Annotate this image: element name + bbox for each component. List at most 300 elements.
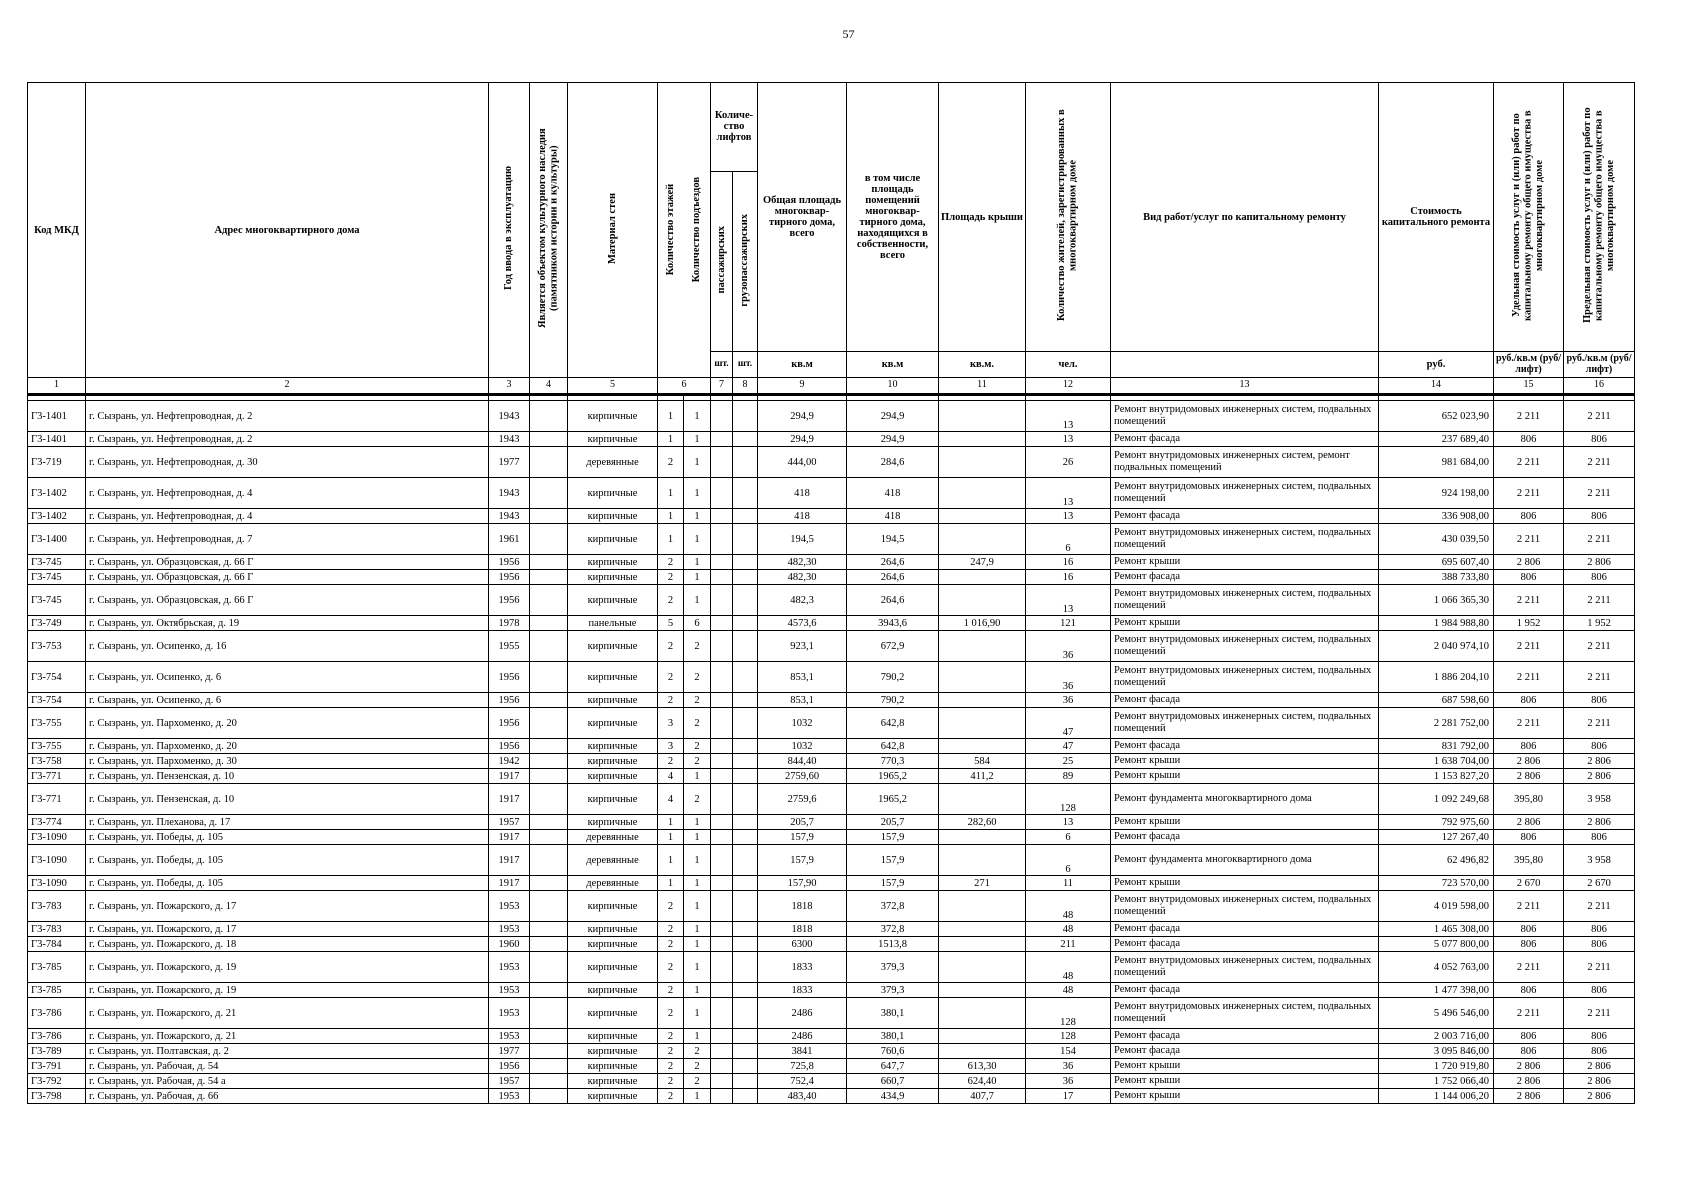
heritage-cell — [530, 891, 568, 922]
limit-cost-cell: 806 — [1564, 830, 1635, 845]
unit-cost-cell: 2 211 — [1494, 998, 1564, 1029]
entrances-cell: 1 — [684, 1029, 711, 1044]
lifts-passenger-cell — [711, 845, 733, 876]
year-cell: 1917 — [489, 830, 530, 845]
kod-cell: Г3-749 — [28, 616, 86, 631]
floors-cell: 1 — [658, 401, 684, 432]
limit-cost-cell: 2 211 — [1564, 478, 1635, 509]
floors-cell: 2 — [658, 754, 684, 769]
entrances-cell: 1 — [684, 1089, 711, 1104]
owned-area-cell: 294,9 — [847, 401, 939, 432]
total-area-cell: 205,7 — [758, 815, 847, 830]
residents-cell: 6 — [1026, 845, 1111, 876]
roof-area-cell — [939, 524, 1026, 555]
material-cell: кирпичные — [568, 570, 658, 585]
residents-cell: 48 — [1026, 891, 1111, 922]
address-cell: г. Сызрань, ул. Рабочая, д. 54 — [86, 1059, 489, 1074]
column-number: 4 — [530, 378, 568, 395]
unit-cost-cell: 2 211 — [1494, 478, 1564, 509]
work-cell: Ремонт фасада — [1111, 1044, 1379, 1059]
roof-area-cell: 271 — [939, 876, 1026, 891]
work-cell: Ремонт внутридомовых инженерных систем, подвальных помещений — [1111, 891, 1379, 922]
address-cell: г. Сызрань, ул. Образцовская, д. 66 Г — [86, 570, 489, 585]
material-cell: кирпичные — [568, 784, 658, 815]
total-area-cell: 923,1 — [758, 631, 847, 662]
owned-area-cell: 1965,2 — [847, 769, 939, 784]
kod-cell: Г3-783 — [28, 891, 86, 922]
lifts-cargo-cell — [733, 1044, 758, 1059]
lifts-cargo-cell — [733, 922, 758, 937]
material-cell: кирпичные — [568, 432, 658, 447]
owned-area-cell: 157,9 — [847, 845, 939, 876]
heritage-cell — [530, 754, 568, 769]
address-cell: г. Сызрань, ул. Пожарского, д. 21 — [86, 998, 489, 1029]
roof-area-cell — [939, 432, 1026, 447]
residents-cell: 26 — [1026, 447, 1111, 478]
header-unit-cost: Удельная стоимость услуг и (или) работ по капитальному ремонту общего имущества в многоквартирном доме — [1494, 83, 1564, 352]
year-cell: 1943 — [489, 401, 530, 432]
entrances-cell: 2 — [684, 784, 711, 815]
cost-cell: 695 607,40 — [1379, 555, 1494, 570]
limit-cost-cell: 2 211 — [1564, 524, 1635, 555]
work-cell: Ремонт внутридомовых инженерных систем, подвальных помещений — [1111, 585, 1379, 616]
table-row — [28, 662, 1635, 693]
entrances-cell: 1 — [684, 570, 711, 585]
header-owned-area: в том числе площадь помещений многоквар-тирного дома, находящихся в собственности, всего — [847, 83, 939, 352]
work-cell: Ремонт фасада — [1111, 830, 1379, 845]
total-area-cell: 294,9 — [758, 432, 847, 447]
year-cell: 1960 — [489, 937, 530, 952]
limit-cost-cell: 806 — [1564, 983, 1635, 998]
owned-area-cell: 790,2 — [847, 693, 939, 708]
kod-cell: Г3-745 — [28, 585, 86, 616]
table-row — [28, 478, 1635, 509]
floors-cell: 1 — [658, 509, 684, 524]
unit-cost-cell: 806 — [1494, 1044, 1564, 1059]
work-cell: Ремонт фасада — [1111, 570, 1379, 585]
lifts-cargo-cell — [733, 662, 758, 693]
header-lifts-passenger: пассажирских — [711, 171, 733, 351]
kod-cell: Г3-1090 — [28, 845, 86, 876]
unit-cost-cell: 2 211 — [1494, 585, 1564, 616]
work-cell: Ремонт внутридомовых инженерных систем, ремонт подвальных помещений — [1111, 447, 1379, 478]
residents-cell: 48 — [1026, 922, 1111, 937]
roof-area-cell — [939, 662, 1026, 693]
kod-cell: Г3-1400 — [28, 524, 86, 555]
heritage-cell — [530, 998, 568, 1029]
lifts-passenger-cell — [711, 447, 733, 478]
roof-area-cell — [939, 509, 1026, 524]
page-number: 57 — [842, 27, 855, 41]
limit-cost-cell: 1 952 — [1564, 616, 1635, 631]
floors-cell: 1 — [658, 815, 684, 830]
owned-area-cell: 660,7 — [847, 1074, 939, 1089]
owned-area-cell: 418 — [847, 509, 939, 524]
limit-cost-cell: 2 211 — [1564, 708, 1635, 739]
floors-cell: 4 — [658, 769, 684, 784]
unit-cost-cell: 2 806 — [1494, 555, 1564, 570]
lifts-cargo-cell — [733, 708, 758, 739]
cost-cell: 1 886 204,10 — [1379, 662, 1494, 693]
floors-cell: 2 — [658, 447, 684, 478]
lifts-passenger-cell — [711, 876, 733, 891]
residents-cell: 25 — [1026, 754, 1111, 769]
column-number: 9 — [758, 378, 847, 395]
entrances-cell: 2 — [684, 1059, 711, 1074]
kod-cell: Г3-754 — [28, 693, 86, 708]
lifts-passenger-cell — [711, 1074, 733, 1089]
entrances-cell: 1 — [684, 876, 711, 891]
entrances-cell: 1 — [684, 509, 711, 524]
unit-cost-cell: 2 211 — [1494, 662, 1564, 693]
roof-area-cell — [939, 891, 1026, 922]
header-material: Материал стен — [568, 83, 658, 378]
roof-area-cell — [939, 1029, 1026, 1044]
heritage-cell — [530, 585, 568, 616]
kod-cell: Г3-745 — [28, 570, 86, 585]
cost-cell: 1 153 827,20 — [1379, 769, 1494, 784]
heritage-cell — [530, 815, 568, 830]
cost-cell: 1 638 704,00 — [1379, 754, 1494, 769]
floors-cell: 2 — [658, 1029, 684, 1044]
work-cell: Ремонт крыши — [1111, 754, 1379, 769]
cost-cell: 924 198,00 — [1379, 478, 1494, 509]
column-number: 1 — [28, 378, 86, 395]
year-cell: 1953 — [489, 983, 530, 998]
year-cell: 1977 — [489, 1044, 530, 1059]
total-area-cell: 844,40 — [758, 754, 847, 769]
material-cell: кирпичные — [568, 401, 658, 432]
material-cell: кирпичные — [568, 631, 658, 662]
cost-cell: 1 066 365,30 — [1379, 585, 1494, 616]
work-cell: Ремонт внутридомовых инженерных систем, подвальных помещений — [1111, 401, 1379, 432]
entrances-cell: 1 — [684, 524, 711, 555]
material-cell: кирпичные — [568, 524, 658, 555]
unit-cost-cell: 2 806 — [1494, 754, 1564, 769]
kod-cell: Г3-1401 — [28, 401, 86, 432]
entrances-cell: 2 — [684, 631, 711, 662]
floors-cell: 2 — [658, 693, 684, 708]
floors-cell: 2 — [658, 555, 684, 570]
owned-area-cell: 294,9 — [847, 432, 939, 447]
cost-cell: 687 598,60 — [1379, 693, 1494, 708]
limit-cost-cell: 2 806 — [1564, 1074, 1635, 1089]
cost-cell: 723 570,00 — [1379, 876, 1494, 891]
material-cell: кирпичные — [568, 891, 658, 922]
heritage-cell — [530, 830, 568, 845]
column-number: 12 — [1026, 378, 1111, 395]
entrances-cell: 1 — [684, 937, 711, 952]
heritage-cell — [530, 739, 568, 754]
address-cell: г. Сызрань, ул. Нефтепроводная, д. 2 — [86, 432, 489, 447]
heritage-cell — [530, 784, 568, 815]
cost-cell: 336 908,00 — [1379, 509, 1494, 524]
cost-cell: 4 052 763,00 — [1379, 952, 1494, 983]
lifts-cargo-cell — [733, 998, 758, 1029]
unit-cost-cell: 1 952 — [1494, 616, 1564, 631]
lifts-cargo-cell — [733, 570, 758, 585]
roof-area-cell — [939, 952, 1026, 983]
owned-area-cell: 205,7 — [847, 815, 939, 830]
year-cell: 1955 — [489, 631, 530, 662]
header-address: Адрес многоквартирного дома — [86, 83, 489, 378]
total-area-cell: 853,1 — [758, 693, 847, 708]
owned-area-cell: 372,8 — [847, 891, 939, 922]
address-cell: г. Сызрань, ул. Нефтепроводная, д. 4 — [86, 509, 489, 524]
entrances-cell: 1 — [684, 815, 711, 830]
residents-cell: 16 — [1026, 570, 1111, 585]
heritage-cell — [530, 1029, 568, 1044]
table-row — [28, 708, 1635, 739]
lifts-cargo-cell — [733, 555, 758, 570]
residents-cell: 47 — [1026, 708, 1111, 739]
entrances-cell: 1 — [684, 447, 711, 478]
heritage-cell — [530, 662, 568, 693]
header-floors-entrances — [658, 83, 711, 378]
entrances-cell: 1 — [684, 830, 711, 845]
floors-cell: 3 — [658, 739, 684, 754]
lifts-cargo-cell — [733, 524, 758, 555]
total-area-cell: 4573,6 — [758, 616, 847, 631]
limit-cost-cell: 2 211 — [1564, 401, 1635, 432]
lifts-cargo-cell — [733, 478, 758, 509]
kod-cell: Г3-774 — [28, 815, 86, 830]
lifts-passenger-cell — [711, 616, 733, 631]
kod-cell: Г3-1090 — [28, 876, 86, 891]
column-number: 7 — [711, 378, 733, 395]
total-area-cell: 482,30 — [758, 570, 847, 585]
entrances-cell: 1 — [684, 998, 711, 1029]
year-cell: 1956 — [489, 662, 530, 693]
work-cell: Ремонт фасада — [1111, 739, 1379, 754]
cost-cell: 430 039,50 — [1379, 524, 1494, 555]
address-cell: г. Сызрань, ул. Рабочая, д. 54 а — [86, 1074, 489, 1089]
owned-area-cell: 264,6 — [847, 555, 939, 570]
residents-cell: 128 — [1026, 998, 1111, 1029]
unit-cost-cell: 2 211 — [1494, 952, 1564, 983]
work-cell: Ремонт крыши — [1111, 1089, 1379, 1104]
header-floors: Количество этажей — [665, 184, 677, 276]
floors-cell: 1 — [658, 524, 684, 555]
lifts-cargo-cell — [733, 830, 758, 845]
floors-cell: 2 — [658, 937, 684, 952]
material-cell: деревянные — [568, 830, 658, 845]
limit-cost-cell: 2 806 — [1564, 754, 1635, 769]
material-cell: кирпичные — [568, 739, 658, 754]
year-cell: 1953 — [489, 891, 530, 922]
column-number: 11 — [939, 378, 1026, 395]
address-cell: г. Сызрань, ул. Пожарского, д. 21 — [86, 1029, 489, 1044]
year-cell: 1943 — [489, 478, 530, 509]
header-entrances: Количество подъездов — [691, 177, 703, 283]
material-cell: кирпичные — [568, 708, 658, 739]
residents-cell: 16 — [1026, 555, 1111, 570]
address-cell: г. Сызрань, ул. Нефтепроводная, д. 30 — [86, 447, 489, 478]
floors-cell: 1 — [658, 845, 684, 876]
unit-cost-cell: 806 — [1494, 830, 1564, 845]
roof-area-cell: 407,7 — [939, 1089, 1026, 1104]
roof-area-cell: 411,2 — [939, 769, 1026, 784]
cost-cell: 2 281 752,00 — [1379, 708, 1494, 739]
cost-cell: 2 003 716,00 — [1379, 1029, 1494, 1044]
lifts-cargo-cell — [733, 1029, 758, 1044]
limit-cost-cell: 2 806 — [1564, 815, 1635, 830]
year-cell: 1943 — [489, 432, 530, 447]
residents-cell: 211 — [1026, 937, 1111, 952]
work-cell: Ремонт внутридомовых инженерных систем, подвальных помещений — [1111, 708, 1379, 739]
lifts-passenger-cell — [711, 830, 733, 845]
roof-area-cell — [939, 631, 1026, 662]
table-body — [28, 401, 1635, 1104]
total-area-cell: 2486 — [758, 998, 847, 1029]
unit-cost-cell: 806 — [1494, 693, 1564, 708]
floors-cell: 2 — [658, 998, 684, 1029]
kod-cell: Г3-1402 — [28, 509, 86, 524]
limit-cost-cell: 806 — [1564, 432, 1635, 447]
entrances-cell: 1 — [684, 952, 711, 983]
roof-area-cell — [939, 401, 1026, 432]
roof-area-cell — [939, 693, 1026, 708]
material-cell: кирпичные — [568, 509, 658, 524]
owned-area-cell: 284,6 — [847, 447, 939, 478]
table-row — [28, 570, 1635, 585]
floors-cell: 2 — [658, 983, 684, 998]
header-cost: Стоимость капитального ремонта — [1379, 83, 1494, 352]
work-cell: Ремонт фундамента многоквартирного дома — [1111, 784, 1379, 815]
lifts-cargo-cell — [733, 509, 758, 524]
lifts-cargo-cell — [733, 769, 758, 784]
roof-area-cell — [939, 570, 1026, 585]
entrances-cell: 1 — [684, 478, 711, 509]
kod-cell: Г3-791 — [28, 1059, 86, 1074]
lifts-cargo-cell — [733, 937, 758, 952]
entrances-cell: 1 — [684, 891, 711, 922]
unit-cost-cell: 2 211 — [1494, 524, 1564, 555]
unit-sqm: кв.м — [758, 352, 847, 378]
limit-cost-cell: 3 958 — [1564, 845, 1635, 876]
lifts-cargo-cell — [733, 876, 758, 891]
limit-cost-cell: 2 670 — [1564, 876, 1635, 891]
heritage-cell — [530, 432, 568, 447]
lifts-cargo-cell — [733, 1074, 758, 1089]
roof-area-cell — [939, 845, 1026, 876]
address-cell: г. Сызрань, ул. Пожарского, д. 19 — [86, 983, 489, 998]
residents-cell: 154 — [1026, 1044, 1111, 1059]
table-row — [28, 1059, 1635, 1074]
entrances-cell: 2 — [684, 693, 711, 708]
lifts-cargo-cell — [733, 447, 758, 478]
address-cell: г. Сызрань, ул. Образцовская, д. 66 Г — [86, 585, 489, 616]
limit-cost-cell: 806 — [1564, 693, 1635, 708]
year-cell: 1957 — [489, 815, 530, 830]
limit-cost-cell: 806 — [1564, 1029, 1635, 1044]
residents-cell: 48 — [1026, 952, 1111, 983]
table-row — [28, 769, 1635, 784]
work-cell: Ремонт фасада — [1111, 509, 1379, 524]
material-cell: кирпичные — [568, 998, 658, 1029]
floors-cell: 2 — [658, 1044, 684, 1059]
unit-cost-cell: 2 806 — [1494, 1089, 1564, 1104]
lifts-passenger-cell — [711, 432, 733, 447]
address-cell: г. Сызрань, ул. Пожарского, д. 17 — [86, 891, 489, 922]
column-number-row — [28, 378, 1635, 395]
header-kod: Код МКД — [28, 83, 86, 378]
lifts-passenger-cell — [711, 1089, 733, 1104]
limit-cost-cell: 806 — [1564, 570, 1635, 585]
total-area-cell: 2759,60 — [758, 769, 847, 784]
table-row — [28, 432, 1635, 447]
unit-rub-sqm: руб./кв.м (руб/лифт) — [1494, 352, 1564, 378]
residents-cell: 48 — [1026, 983, 1111, 998]
floors-cell: 1 — [658, 432, 684, 447]
work-cell: Ремонт фундамента многоквартирного дома — [1111, 845, 1379, 876]
lifts-passenger-cell — [711, 1059, 733, 1074]
table-row — [28, 1089, 1635, 1104]
material-cell: панельные — [568, 616, 658, 631]
column-number: 6 — [658, 378, 711, 395]
column-number: 15 — [1494, 378, 1564, 395]
heritage-cell — [530, 478, 568, 509]
floors-cell: 4 — [658, 784, 684, 815]
roof-area-cell: 584 — [939, 754, 1026, 769]
year-cell: 1961 — [489, 524, 530, 555]
header-work: Вид работ/услуг по капитальному ремонту — [1111, 83, 1379, 352]
limit-cost-cell: 2 211 — [1564, 662, 1635, 693]
unit-pcs: шт. — [711, 352, 733, 378]
lifts-cargo-cell — [733, 815, 758, 830]
material-cell: кирпичные — [568, 754, 658, 769]
work-cell: Ремонт фасада — [1111, 937, 1379, 952]
lifts-passenger-cell — [711, 754, 733, 769]
residents-cell: 6 — [1026, 830, 1111, 845]
material-cell: кирпичные — [568, 555, 658, 570]
lifts-cargo-cell — [733, 432, 758, 447]
residents-cell: 36 — [1026, 1074, 1111, 1089]
entrances-cell: 2 — [684, 739, 711, 754]
lifts-passenger-cell — [711, 739, 733, 754]
table-row — [28, 555, 1635, 570]
work-cell: Ремонт внутридомовых инженерных систем, подвальных помещений — [1111, 631, 1379, 662]
roof-area-cell — [939, 998, 1026, 1029]
roof-area-cell — [939, 983, 1026, 998]
unit-cost-cell: 2 806 — [1494, 815, 1564, 830]
cost-cell: 1 720 919,80 — [1379, 1059, 1494, 1074]
lifts-cargo-cell — [733, 845, 758, 876]
limit-cost-cell: 2 211 — [1564, 952, 1635, 983]
entrances-cell: 1 — [684, 401, 711, 432]
material-cell: кирпичные — [568, 1074, 658, 1089]
unit-cost-cell: 2 211 — [1494, 401, 1564, 432]
residents-cell: 36 — [1026, 693, 1111, 708]
table-row — [28, 876, 1635, 891]
limit-cost-cell: 2 211 — [1564, 585, 1635, 616]
unit-cost-cell: 806 — [1494, 509, 1564, 524]
roof-area-cell — [939, 478, 1026, 509]
table-row — [28, 998, 1635, 1029]
heritage-cell — [530, 983, 568, 998]
address-cell: г. Сызрань, ул. Пензенская, д. 10 — [86, 784, 489, 815]
kod-cell: Г3-786 — [28, 998, 86, 1029]
total-area-cell: 1032 — [758, 739, 847, 754]
year-cell: 1956 — [489, 1059, 530, 1074]
entrances-cell: 2 — [684, 708, 711, 739]
lifts-cargo-cell — [733, 616, 758, 631]
kod-cell: Г3-758 — [28, 754, 86, 769]
lifts-passenger-cell — [711, 570, 733, 585]
table-row — [28, 509, 1635, 524]
year-cell: 1953 — [489, 1089, 530, 1104]
lifts-passenger-cell — [711, 937, 733, 952]
